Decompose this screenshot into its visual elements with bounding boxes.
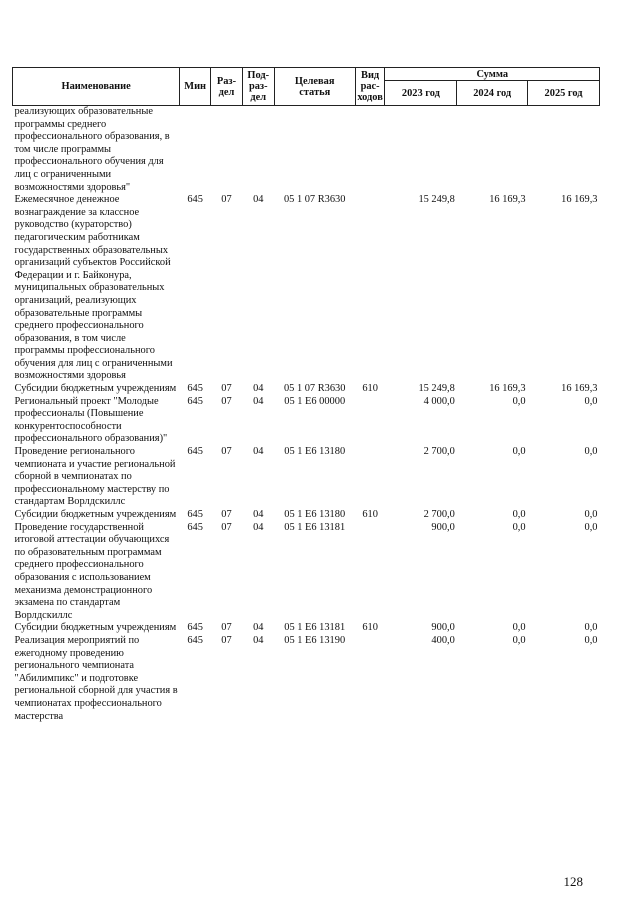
table-row	[13, 396, 600, 446]
cell-name: Ежемесячное денежное вознаграждение за классное руководство (кураторство) педагогическим работникам государственных образовательных организаций субъектов Российской Федерации и г. Байконура, муниципальных образовательных организаций, реализующих образовательные программы среднего профессионального образования, в том числе программы профессионального обучения для лиц с ограниченными возможностями здоровья	[14, 194, 173, 382]
table-row	[13, 446, 600, 509]
cell-vid	[355, 106, 385, 195]
header-year-2024: 2024 год	[457, 81, 528, 106]
cell-name: Проведение государственной итоговой аттестации обучающихся по образовательным программам среднего профессионального образования с использованием механизма демонстрационного экзамена по стандартам Ворлдскиллс	[14, 521, 170, 621]
table-row	[13, 106, 600, 195]
table-body	[13, 106, 600, 724]
cell-2025: 0,0	[584, 622, 598, 634]
cell-name: Субсидии бюджетным учреждениям	[14, 509, 177, 520]
header-min: Мин	[180, 68, 211, 106]
cell-min: 645	[187, 634, 203, 646]
cell-min: 645	[187, 446, 203, 458]
cell-target: 05 1 E6 00000	[284, 395, 346, 407]
cell-2025: 16 169,3	[561, 383, 598, 395]
cell-vid	[355, 635, 385, 723]
cell-2025: 0,0	[584, 446, 598, 458]
cell-podrazdel: 04	[253, 383, 264, 395]
cell-2025: 0,0	[584, 395, 598, 407]
cell-2024: 16 169,3	[489, 383, 526, 395]
cell-target: 05 1 E6 13190	[284, 634, 346, 646]
header-vid: Вид рас- ходов	[355, 68, 385, 106]
cell-2023: 2 700,0	[423, 446, 455, 458]
cell-2025: 16 169,3	[561, 194, 598, 206]
table-row	[13, 622, 600, 635]
table-row	[13, 383, 600, 396]
cell-2023: 15 249,8	[418, 194, 455, 206]
table-row	[13, 194, 600, 383]
cell-min: 645	[187, 383, 203, 395]
header-year-2025: 2025 год	[528, 81, 600, 106]
table-row	[13, 635, 600, 723]
cell-2023: 900,0	[431, 622, 455, 634]
cell-2023: 900,0	[431, 521, 455, 533]
cell-razdel: 07	[221, 383, 232, 395]
cell-podrazdel	[242, 106, 274, 195]
cell-2023: 400,0	[431, 634, 455, 646]
cell-2024: 0,0	[512, 446, 526, 458]
cell-min: 645	[187, 509, 203, 520]
cell-target: 05 1 07 R3630	[283, 194, 346, 206]
cell-2025: 0,0	[584, 509, 598, 520]
cell-vid	[355, 522, 385, 623]
cell-2023	[385, 106, 457, 195]
cell-target	[274, 106, 355, 195]
cell-razdel	[211, 106, 243, 195]
cell-2025: 0,0	[584, 634, 598, 646]
cell-name: Реализация мероприятий по ежегодному проведению регионального чемпионата "Абилимпикс" и подготовке региональной сборной для участия в чемпионатах профессионального мастерства	[14, 634, 178, 722]
page-number: 128	[563, 874, 583, 889]
cell-min: 645	[187, 194, 203, 206]
cell-vid: 610	[362, 383, 378, 395]
cell-2024: 0,0	[512, 634, 526, 646]
cell-name: Проведение регионального чемпионата и участие региональной сборной в чемпионатах по профессиональному мастерству по стандартам Ворлдскиллс	[14, 446, 176, 508]
cell-2025	[528, 106, 600, 195]
cell-podrazdel: 04	[253, 634, 264, 646]
cell-name: реализующих образовательные программы среднего профессионального образования, в том числе программы профессионального обучения для лиц с ограниченными возможностями здоровья"	[14, 106, 170, 193]
cell-2024: 0,0	[512, 521, 526, 533]
header-target: Целевая статья	[274, 68, 355, 106]
cell-podrazdel: 04	[253, 622, 264, 634]
header-name: Наименование	[13, 68, 180, 106]
header-year-2023: 2023 год	[385, 81, 457, 106]
cell-2024: 0,0	[512, 622, 526, 634]
cell-2024: 0,0	[512, 509, 526, 520]
cell-vid	[355, 396, 385, 446]
cell-2023: 4 000,0	[423, 395, 455, 407]
cell-podrazdel: 04	[253, 509, 264, 520]
cell-name: Субсидии бюджетным учреждениям	[14, 622, 177, 634]
cell-2023: 15 249,8	[418, 383, 455, 395]
cell-razdel: 07	[221, 194, 232, 206]
cell-target: 05 1 E6 13180	[284, 446, 346, 458]
cell-2024: 16 169,3	[489, 194, 526, 206]
cell-target: 05 1 07 R3630	[283, 383, 346, 395]
header-podrazdel: Под- раз- дел	[242, 68, 274, 106]
cell-min	[180, 106, 211, 195]
cell-podrazdel: 04	[253, 395, 264, 407]
cell-podrazdel: 04	[253, 194, 264, 206]
cell-vid: 610	[362, 509, 378, 520]
table-header	[13, 68, 600, 106]
cell-target: 05 1 E6 13181	[284, 622, 346, 634]
budget-table	[12, 67, 600, 723]
cell-name: Субсидии бюджетным учреждениям	[14, 383, 177, 395]
cell-min: 645	[187, 622, 203, 634]
header-sum: Сумма	[385, 68, 600, 81]
cell-vid	[355, 194, 385, 383]
cell-razdel: 07	[221, 446, 232, 458]
cell-2025: 0,0	[584, 521, 598, 533]
cell-target: 05 1 E6 13181	[284, 521, 346, 533]
cell-vid	[355, 446, 385, 509]
cell-2024: 0,0	[512, 395, 526, 407]
table-row	[13, 522, 600, 623]
cell-razdel: 07	[221, 509, 232, 520]
cell-razdel: 07	[221, 521, 232, 533]
cell-podrazdel: 04	[253, 521, 264, 533]
cell-razdel: 07	[221, 622, 232, 634]
cell-min: 645	[187, 521, 203, 533]
cell-razdel: 07	[221, 634, 232, 646]
cell-2023: 2 700,0	[423, 509, 455, 520]
header-razdel: Раз- дел	[211, 68, 243, 106]
cell-name: Региональный проект "Молодые профессионалы (Повышение конкурентоспособности профессионального образования)"	[14, 395, 168, 445]
cell-min: 645	[187, 395, 203, 407]
cell-2024	[457, 106, 528, 195]
cell-target: 05 1 E6 13180	[284, 509, 346, 520]
cell-razdel: 07	[221, 395, 232, 407]
table-row	[13, 509, 600, 522]
cell-vid: 610	[362, 622, 378, 634]
cell-podrazdel: 04	[253, 446, 264, 458]
